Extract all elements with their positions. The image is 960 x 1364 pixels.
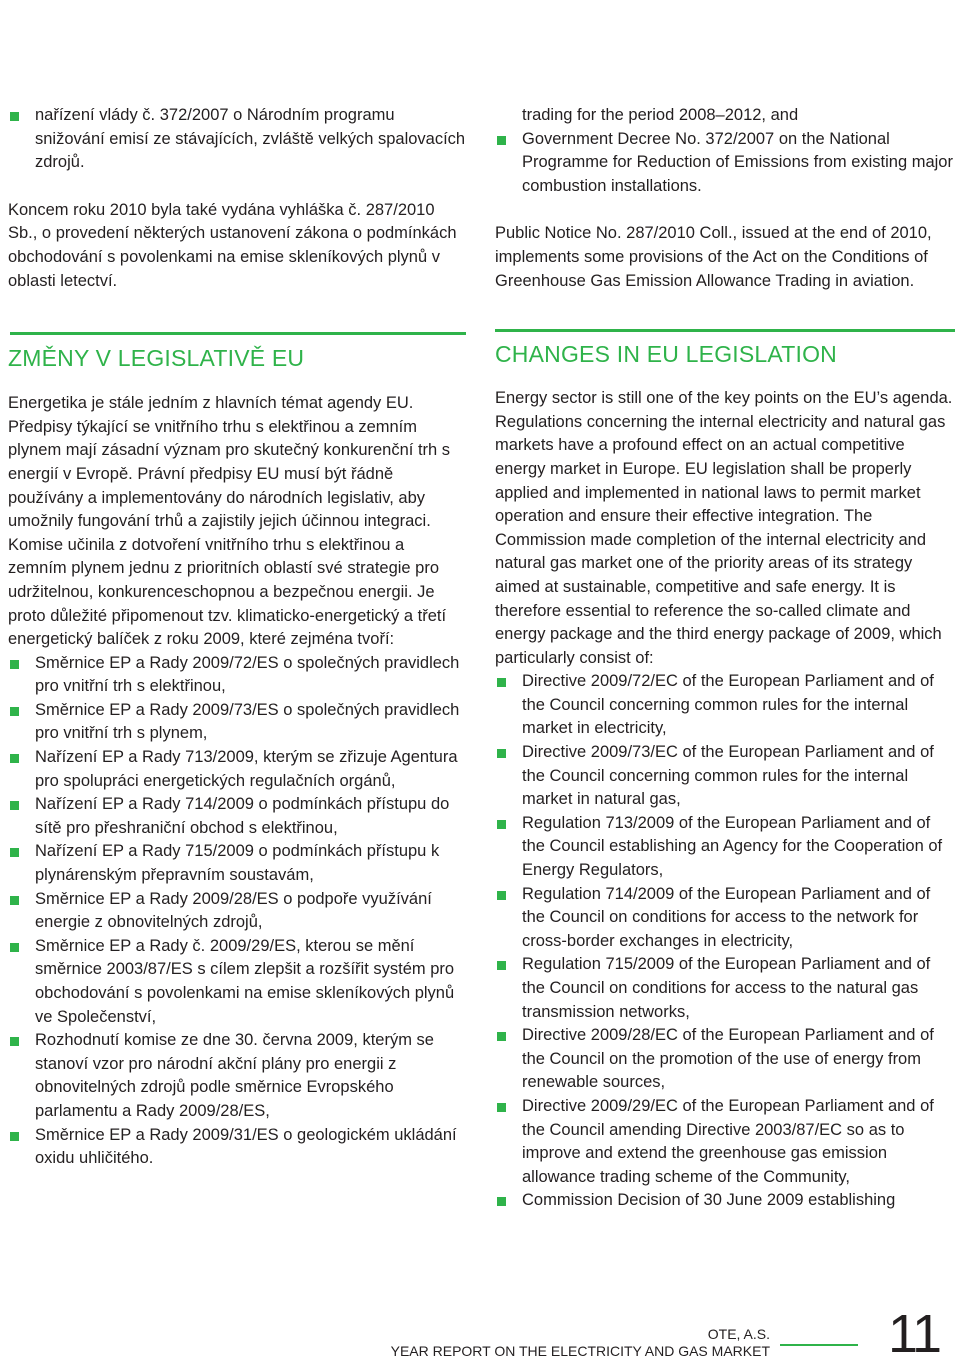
green-square-bullet-icon (10, 754, 19, 763)
list-item (495, 1189, 955, 1213)
left-heading-rule (10, 332, 466, 335)
list-item (8, 888, 466, 935)
list-item-text: Nařízení EP a Rady 714/2009 o podmínkách přístupu do sítě pro přeshraniční obchod s elektřinou, (35, 795, 450, 837)
list-item-text: Regulation 715/2009 of the European Parliament and of the Council on conditions for access to the natural gas transmission networks, (522, 955, 931, 1021)
right-top-bullet-list (495, 128, 955, 199)
list-item-text: Commission Decision of 30 June 2009 establishing (522, 1191, 896, 1210)
list-item (495, 1095, 955, 1189)
green-square-bullet-icon (497, 678, 506, 687)
right-column (495, 104, 955, 1213)
list-item-text: Regulation 714/2009 of the European Parliament and of the Council on conditions for access to the network for cross-border exchanges in electricity, (522, 884, 931, 950)
green-square-bullet-icon (497, 891, 506, 900)
green-square-bullet-icon (10, 801, 19, 810)
green-square-bullet-icon (497, 1197, 506, 1206)
list-item-text: Směrnice EP a Rady č. 2009/29/ES, kterou se mění směrnice 2003/87/ES s cílem zlepšit a rozšířit systém pro obchodování s povolenkami na emise skleníkových plynů ve Společenství, (35, 936, 455, 1026)
green-square-bullet-icon (497, 1032, 506, 1041)
left-body-paragraph: Energetika je stále jedním z hlavních témat agendy EU. Předpisy týkající se vnitřního trhu s elektřinou a zemním plynem mají zásadní význam pro skutečný konkurenční trh s energií v Evropě. Právní předpisy EU musí být řádně používány a implementovány do národních legislativ, aby umožnily fungování trhů a zajistily jejich účinnou integraci. Komise učinila z dotvoření vnitřního trhu s elektřinou a zemním plynem jednu z prioritních oblastí své strategie pro udržitelnou, konkurenceschopnou a bezpečnou energii. Je proto důležité připomenout tzv. klimaticko-energetický a třetí energetický balíček z roku 2009, které zejména tvoří: (8, 394, 451, 649)
list-item-text: Directive 2009/29/EC of the European Parliament and of the Council amending Directive 2003/87/EC so as to improve and extend the greenhouse gas emission allowance trading scheme of the Community, (522, 1096, 934, 1186)
footer-company-name: OTE, A.S. (707, 1326, 770, 1342)
list-item (8, 1124, 466, 1171)
list-item-text: Rozhodnutí komise ze dne 30. června 2009, kterým se stanoví vzor pro národní akční plány pro energii z obnovitelných zdrojů podle směrnice Evropského parlamentu a Rady 2009/28/ES, (35, 1031, 434, 1120)
list-item (495, 812, 955, 883)
list-item-text: Directive 2009/28/EC of the European Parliament and of the Council on the promotion of the use of energy from renewable sources, (522, 1026, 934, 1092)
list-item-text: Směrnice EP a Rady 2009/72/ES o společných pravidlech pro vnitřní trh s elektřinou, (35, 653, 460, 696)
list-item (8, 935, 466, 1029)
list-item-text: Government Decree No. 372/2007 on the National Programme for Reduction of Emissions from existing major combustion installations. (522, 129, 953, 195)
footer-report-title: YEAR REPORT ON THE ELECTRICITY AND GAS MARKET (390, 1343, 770, 1359)
right-intro-paragraph: Public Notice No. 287/2010 Coll., issued at the end of 2010, implements some provisions of the Act on the Conditions of Greenhouse Gas Emission Allowance Trading in aviation. (495, 224, 932, 290)
list-item (495, 741, 955, 812)
list-item (8, 104, 466, 175)
list-item-text: Nařízení EP a Rady 715/2009 o podmínkách přístupu k plynárenským přepravním soustavám, (35, 842, 440, 885)
green-square-bullet-icon (10, 1132, 19, 1141)
list-item-text: Directive 2009/73/EC of the European Parliament and of the Council concerning common rules for the internal market in natural gas, (522, 743, 934, 809)
list-item-text: Směrnice EP a Rady 2009/31/ES o geologickém ukládání oxidu uhličitého. (35, 1125, 457, 1168)
green-square-bullet-icon (497, 136, 506, 145)
list-item (8, 1029, 466, 1123)
left-top-bullet-list (8, 104, 466, 175)
right-heading-rule (495, 329, 955, 332)
left-intro-paragraph: Koncem roku 2010 byla také vydána vyhláška č. 287/2010 Sb., o provedení některých ustanovení zákona o podmínkách obchodování s povolenkami na emise skleníkových plynů v oblasti letectví. (8, 200, 457, 290)
green-square-bullet-icon (10, 707, 19, 716)
list-item-text: nařízení vlády č. 372/2007 o Národním programu snižování emisí ze stávajících, zvláště velkých spalovacích zdrojů. (35, 106, 466, 172)
right-body-paragraph: Energy sector is still one of the key points on the EU’s agenda. Regulations concerning the internal electricity and natural gas markets have a profound effect on an actual competitive energy market in Europe. EU legislation shall be properly applied and implemented in national laws to permit market operation and ensure their effective integration. The Commission made completion of the internal electricity and natural gas market one of the priority areas of its strategy aimed at sustainable, competitive and safe energy. It is therefore essential to reference the so-called climate and energy package and the third energy package of 2009, which particularly consist of: (495, 389, 953, 667)
right-directive-list (495, 670, 955, 1213)
list-item (8, 793, 466, 840)
page-number: 11 (888, 1304, 941, 1364)
green-square-bullet-icon (10, 1037, 19, 1046)
list-item (8, 840, 466, 887)
list-item (495, 128, 955, 199)
list-item-text: Directive 2009/72/EC of the European Parliament and of the Council concerning common rules for the internal market in electricity, (522, 672, 934, 738)
right-continuation-text: trading for the period 2008–2012, and (522, 106, 799, 124)
list-item (495, 953, 955, 1024)
green-square-bullet-icon (497, 961, 506, 970)
list-item (8, 699, 466, 746)
green-square-bullet-icon (497, 1103, 506, 1112)
green-square-bullet-icon (10, 848, 19, 857)
green-square-bullet-icon (10, 112, 19, 121)
green-square-bullet-icon (10, 943, 19, 952)
left-directive-list (8, 652, 466, 1171)
green-square-bullet-icon (10, 660, 19, 669)
left-section-heading: ZMĚNY V LEGISLATIVĚ EU (8, 345, 305, 372)
list-item (495, 1024, 955, 1095)
list-item (495, 670, 955, 741)
green-square-bullet-icon (10, 896, 19, 905)
list-item (8, 652, 466, 699)
left-column (8, 104, 466, 1171)
right-section-heading: CHANGES IN EU LEGISLATION (495, 341, 837, 368)
list-item (495, 883, 955, 954)
list-item (8, 746, 466, 793)
list-item-text: Nařízení EP a Rady 713/2009, kterým se zřizuje Agentura pro spolupráci energetických regulačních orgánů, (35, 748, 458, 790)
footer-divider (780, 1344, 858, 1346)
green-square-bullet-icon (497, 749, 506, 758)
green-square-bullet-icon (497, 820, 506, 829)
list-item-text: Směrnice EP a Rady 2009/73/ES o společných pravidlech pro vnitřní trh s plynem, (35, 700, 460, 743)
list-item-text: Regulation 713/2009 of the European Parliament and of the Council establishing an Agency for the Cooperation of Energy Regulators, (522, 813, 943, 880)
list-item-text: Směrnice EP a Rady 2009/28/ES o podpoře využívání energie z obnovitelných zdrojů, (35, 889, 432, 932)
